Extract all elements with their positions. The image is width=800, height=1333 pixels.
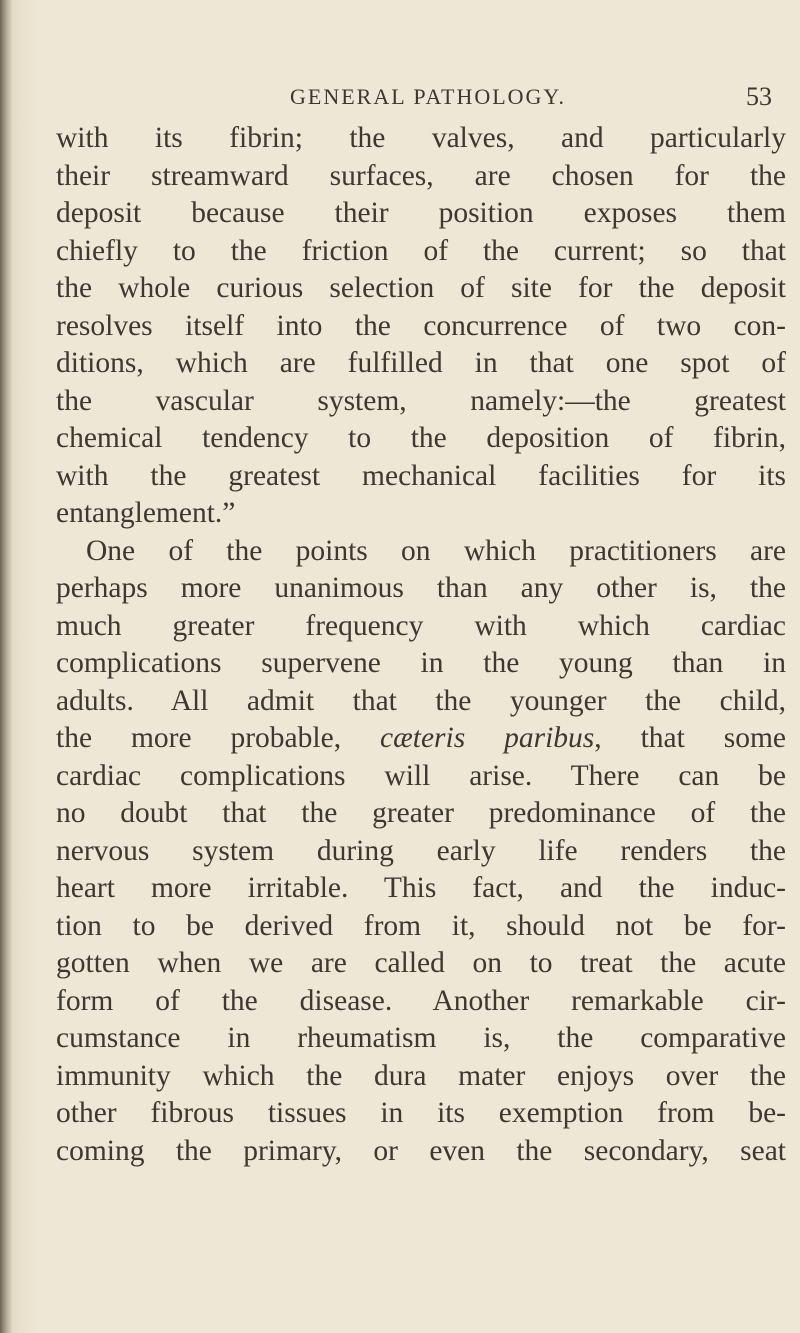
text-line: chemical tendency to the deposition of fibrin, [56, 422, 786, 454]
text-line: with its fibrin; the valves, and particularly [56, 122, 786, 154]
italic-latin-phrase: cæteris paribus [379, 722, 595, 754]
text-segment: , that some [594, 722, 786, 754]
text-line: heart more irritable. This fact, and the induc- [56, 872, 786, 904]
text-line: entanglement.” [56, 497, 236, 529]
text-line: adults. All admit that the younger the child, [56, 684, 786, 717]
text-line: cardiac complications will arise. There can be [56, 759, 786, 792]
text-line: gotten when we are called on to treat the acute [56, 947, 786, 979]
text-line: cumstance in rheumatism is, the comparative [56, 1022, 786, 1054]
text-line: nervous system during early life renders the [56, 834, 786, 867]
text-line: chiefly to the friction of the current; so that [56, 234, 786, 267]
paragraph-first-line: One of the points on which practitioners are [86, 534, 786, 567]
text-line-with-italic [56, 720, 786, 758]
page-number: 53 [746, 82, 772, 111]
text-line: the vascular system, namely:—the greatest [56, 384, 786, 417]
text-line: other fibrous tissues in its exemption from be- [56, 1097, 786, 1129]
text-line: resolves itself into the concurrence of two con- [56, 309, 786, 342]
text-line: coming the primary, or even the secondary, seat [56, 1134, 786, 1167]
text-line: the whole curious selection of site for the deposit [56, 272, 786, 304]
text-line: form of the disease. Another remarkable cir- [56, 984, 786, 1017]
running-head: GENERAL PATHOLOGY. [290, 84, 566, 109]
text-line: with the greatest mechanical facilities for its [56, 459, 786, 492]
page-binding-edge [0, 0, 12, 1333]
text-line: ditions, which are fulfilled in that one spot of [56, 347, 786, 379]
page-header [290, 76, 790, 116]
text-line: tion to be derived from it, should not be for- [56, 909, 786, 942]
text-line: perhaps more unanimous than any other is, the [56, 572, 786, 604]
text-line: much greater frequency with which cardiac [56, 609, 786, 642]
text-line: deposit because their position exposes them [56, 197, 786, 229]
text-segment: the more probable, [56, 722, 380, 754]
text-line: their streamward surfaces, are chosen for the [56, 159, 786, 192]
text-line: no doubt that the greater predominance of the [56, 797, 786, 829]
text-line: complications supervene in the young than in [56, 647, 786, 679]
body-text [56, 120, 786, 1170]
text-line: immunity which the dura mater enjoys over the [56, 1059, 786, 1092]
